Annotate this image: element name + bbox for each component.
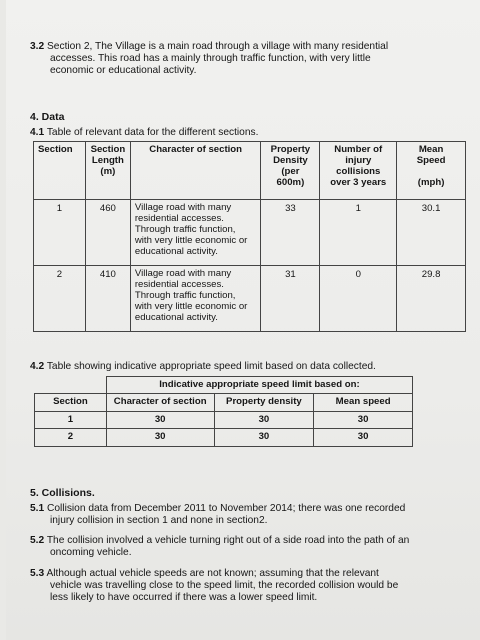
paragraph-line: The collision involved a vehicle turning right out of a side road into the path of an (46, 535, 410, 546)
paragraph-line: accesses. This road has a mainly through traffic function, with very little (50, 53, 371, 65)
paragraph-line: injury collision in section 1 and none in section2. (50, 515, 268, 527)
cell-line: residential accesses. (134, 279, 224, 290)
table-row (35, 412, 413, 429)
cell-line: with very little economic or (134, 235, 248, 246)
cell-speed: 30.1 (397, 200, 466, 266)
header-line: Density (273, 155, 308, 166)
cell-length: 460 (85, 200, 130, 266)
header-property-density: Property density (214, 394, 314, 412)
cell-line: Through traffic function, (134, 290, 236, 301)
caption-text: Table of relevant data for the different sections. (46, 127, 259, 138)
section-heading-collisions: 5. Collisions. (30, 487, 95, 499)
header-line: (per (281, 166, 300, 177)
table-header-row (35, 394, 413, 412)
header-line: Section (90, 144, 126, 155)
cell-section: 2 (34, 266, 86, 332)
paragraph-line: oncoming vehicle. (50, 547, 132, 559)
cell-line: Through traffic function, (134, 224, 236, 235)
cell-line: Village road with many (134, 202, 232, 213)
cell-character: 30 (106, 412, 214, 429)
table-caption-4-2 (30, 361, 376, 373)
cell-section: 1 (35, 412, 107, 429)
caption-number: 4.2 (30, 361, 45, 372)
section-heading-data: 4. Data (30, 111, 65, 123)
empty-corner-cell (35, 377, 107, 394)
cell-section: 2 (35, 429, 107, 447)
cell-density: 30 (214, 429, 314, 447)
cell-section: 1 (34, 200, 86, 266)
table-header-row (34, 142, 466, 200)
paragraph-line: Although actual vehicle speeds are not known; assuming that the relevant (46, 568, 379, 579)
cell-character (130, 266, 261, 332)
header-line: Property (270, 144, 311, 155)
group-header: Indicative appropriate speed limit based on: (106, 377, 412, 394)
header-section-length (85, 142, 130, 200)
cell-collisions: 1 (320, 200, 397, 266)
header-mean-speed: Mean speed (314, 394, 413, 412)
paragraph-number: 5.3 (30, 568, 45, 579)
paragraph-line: Section 2, The Village is a main road through a village with many residential (47, 41, 389, 52)
document-page (6, 0, 480, 640)
caption-text: Table showing indicative appropriate speed limit based on data collected. (46, 361, 376, 372)
table-caption-4-1 (30, 127, 258, 139)
cell-line: educational activity. (134, 312, 218, 323)
header-character: Character of section (106, 394, 214, 412)
table-row (34, 200, 466, 266)
cell-line: Village road with many (134, 268, 232, 279)
cell-character (130, 200, 261, 266)
cell-density: 31 (261, 266, 320, 332)
cell-density: 30 (214, 412, 314, 429)
data-table (33, 141, 466, 332)
header-line: injury (345, 155, 372, 166)
paragraph-3-2 (30, 41, 470, 78)
paragraph-number: 3.2 (30, 41, 45, 52)
table-row (34, 266, 466, 332)
cell-speed: 29.8 (397, 266, 466, 332)
cell-line: with very little economic or (134, 301, 248, 312)
cell-speed: 30 (314, 412, 413, 429)
table-group-header-row (35, 377, 413, 394)
header-section: Section (34, 142, 86, 200)
header-line: collisions (336, 166, 381, 177)
cell-line: educational activity. (134, 246, 218, 257)
header-line: Mean (418, 144, 444, 155)
paragraph-line: Collision data from December 2011 to November 2014; there was one recorded (47, 503, 406, 514)
header-line: Speed (416, 155, 446, 166)
header-mean-speed (397, 142, 466, 200)
cell-character: 30 (106, 429, 214, 447)
header-injury-collisions (320, 142, 397, 200)
cell-collisions: 0 (320, 266, 397, 332)
header-line: over 3 years (330, 177, 387, 188)
header-line: (m) (100, 166, 116, 177)
caption-number: 4.1 (30, 127, 45, 138)
paragraph-5-2 (30, 535, 475, 559)
paragraph-line: vehicle was travelling close to the speed limit, the recorded collision would be (50, 580, 399, 592)
header-line: Number of (334, 144, 383, 155)
paragraph-5-1 (30, 503, 475, 527)
paragraph-number: 5.2 (30, 535, 45, 546)
header-line: Length (91, 155, 124, 166)
header-property-density (261, 142, 320, 200)
header-line: (mph) (417, 177, 445, 188)
cell-line: residential accesses. (134, 213, 224, 224)
cell-length: 410 (85, 266, 130, 332)
cell-speed: 30 (314, 429, 413, 447)
header-section: Section (35, 394, 107, 412)
header-line: 600m) (276, 177, 305, 188)
paragraph-line: economic or educational activity. (50, 65, 197, 77)
cell-density: 33 (261, 200, 320, 266)
paragraph-5-3 (30, 568, 475, 605)
header-character: Character of section (130, 142, 261, 200)
speed-limit-table (34, 376, 413, 447)
paragraph-line: less likely to have occurred if there was a lower speed limit. (50, 592, 318, 604)
paragraph-number: 5.1 (30, 503, 45, 514)
table-row (35, 429, 413, 447)
